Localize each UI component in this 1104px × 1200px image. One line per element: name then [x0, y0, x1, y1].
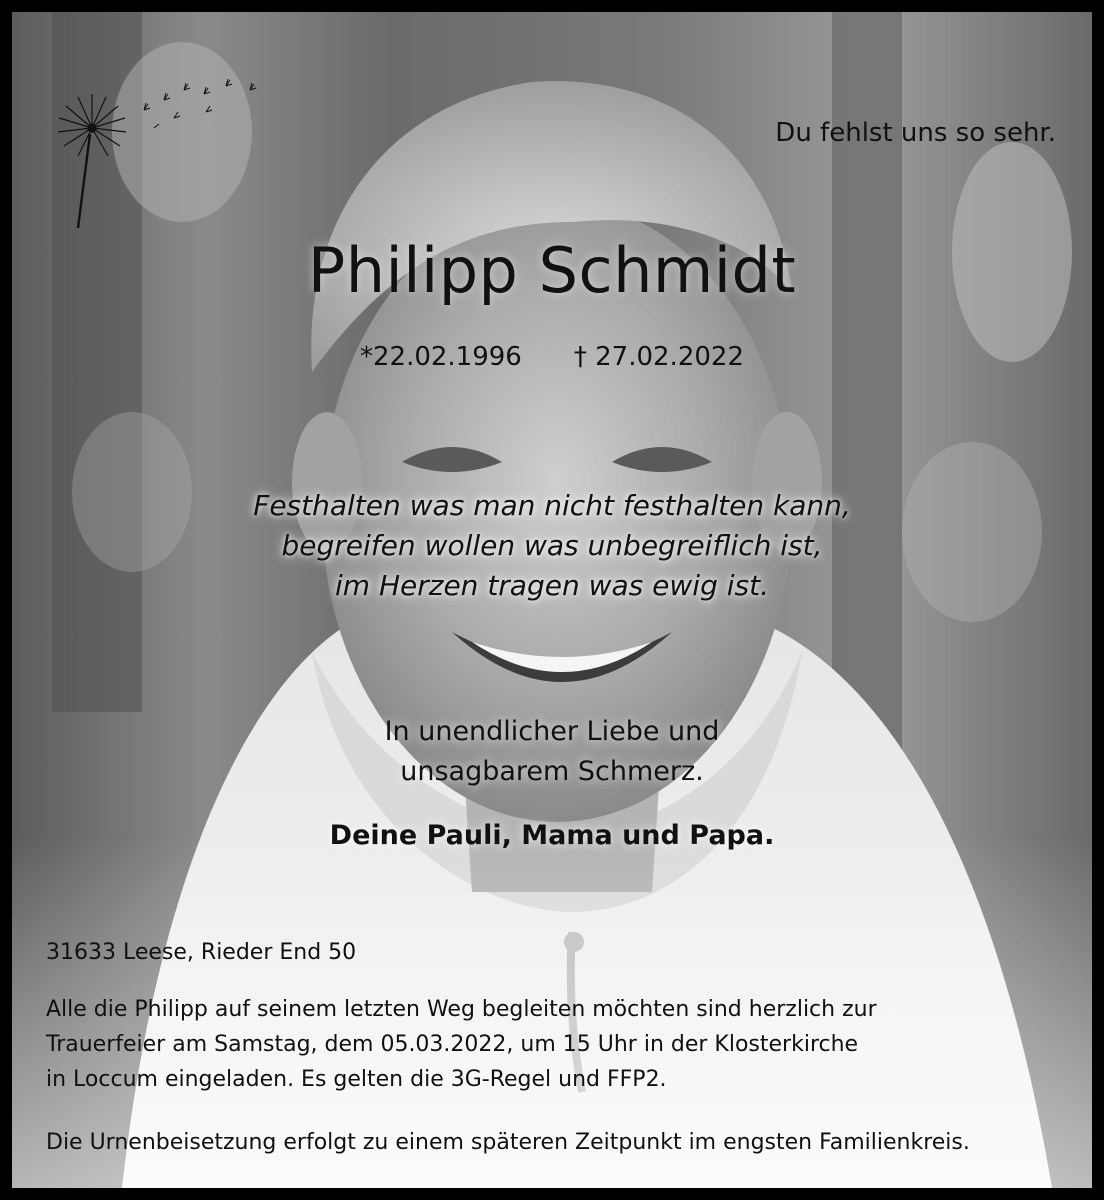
memorial-quote [12, 486, 1092, 606]
love-line: In unendlicher Liebe und [384, 716, 720, 747]
birth-date: *22.02.1996 [359, 342, 522, 372]
life-dates [12, 342, 1092, 372]
quote-line: Festhalten was man nicht festhalten kann, [253, 489, 851, 522]
deceased-name: Philipp Schmidt [307, 234, 797, 307]
love-statement [12, 712, 1092, 792]
address: 31633 Leese, Rieder End 50 [46, 940, 357, 965]
family-signature: Deine Pauli, Mama und Papa. [329, 820, 775, 851]
love-line: unsagbarem Schmerz. [400, 756, 704, 787]
quote-line: im Herzen tragen was ewig ist. [335, 569, 769, 602]
burial-info: Die Urnenbeisetzung erfolgt zu einem späteren Zeitpunkt im engsten Familienkreis. [46, 1130, 970, 1155]
ceremony-info [46, 992, 1076, 1097]
ceremony-line: Alle die Philipp auf seinem letzten Weg begleiten möchten sind herzlich zur [46, 997, 877, 1022]
dandelion-icon [54, 70, 274, 244]
death-date: † 27.02.2022 [573, 342, 744, 372]
tagline: Du fehlst uns so sehr. [775, 118, 1056, 148]
quote-line: begreifen wollen was unbegreiflich ist, [281, 529, 823, 562]
ceremony-line: Trauerfeier am Samstag, dem 05.03.2022, um 15 Uhr in der Klosterkirche [46, 1032, 859, 1057]
ceremony-line: in Loccum eingeladen. Es gelten die 3G-Regel und FFP2. [46, 1067, 667, 1092]
